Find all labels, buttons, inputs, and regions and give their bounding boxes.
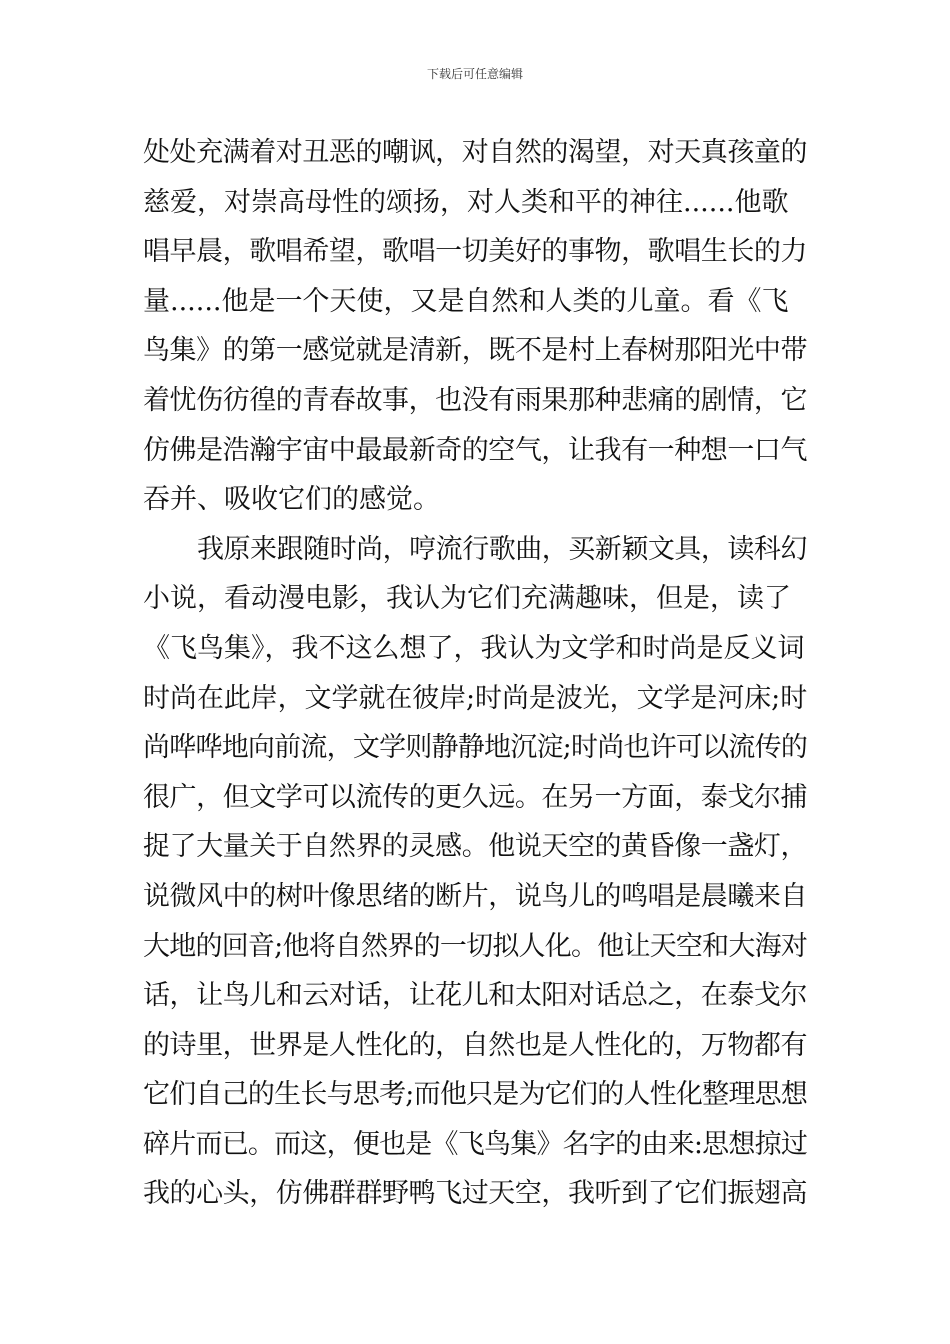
- text-line: 大地的回音;他将自然界的一切拟人化。他让天空和大海对: [143, 930, 807, 962]
- text-line: 仿佛是浩瀚宇宙中最最新奇的空气，让我有一种想一口气: [143, 434, 807, 466]
- text-line: 慈爱，对崇高母性的颂扬，对人类和平的神往......他歌: [143, 186, 789, 218]
- text-line: 小说，看动漫电影，我认为它们充满趣味，但是，读了: [143, 583, 791, 615]
- text-line: 唱早晨，歌唱希望，歌唱一切美好的事物，歌唱生长的力: [143, 236, 807, 268]
- text-line: 吞并、吸收它们的感觉。: [143, 484, 440, 516]
- text-line: 量......他是一个天使，又是自然和人类的儿童。看《飞: [143, 285, 789, 317]
- text-line: 着忧伤彷徨的青春故事，也没有雨果那种悲痛的剧情，它: [143, 384, 807, 416]
- text-line: 尚哗哗地向前流，文学则静静地沉淀;时尚也许可以流传的: [143, 732, 807, 764]
- page-header: 下载后可任意编辑: [426, 67, 523, 81]
- body-text: [143, 128, 807, 1219]
- text-line: 的诗里，世界是人性化的，自然也是人性化的，万物都有: [143, 1029, 807, 1061]
- text-line: 说微风中的树叶像思绪的断片，说鸟儿的鸣唱是晨曦来自: [143, 880, 807, 912]
- text-line: 处处充满着对丑恶的嘲讽，对自然的渴望，对天真孩童的: [143, 137, 807, 168]
- text-line: 《飞鸟集》，我不这么想了，我认为文学和时尚是反义词: [143, 632, 805, 664]
- text-line: 话，让鸟儿和云对话，让花儿和太阳对话总之，在泰戈尔: [143, 980, 807, 1012]
- text-line: 很广，但文学可以流传的更久远。在另一方面，泰戈尔捕: [143, 781, 807, 813]
- text-line: 我原来跟随时尚，哼流行歌曲，买新颖文具，读科幻: [197, 533, 807, 565]
- text-line: 捉了大量关于自然界的灵感。他说天空的黄昏像一盏灯，: [143, 831, 807, 863]
- text-line: 我的心头，仿佛群群野鸭飞过天空，我听到了它们振翅高: [143, 1178, 807, 1210]
- text-line: 碎片而已。而这，便也是《飞鸟集》名字的由来:思想掠过: [143, 1128, 807, 1160]
- text-line: 鸟集》的第一感觉就是清新，既不是村上春树那阳光中带: [143, 335, 807, 367]
- text-line: 它们自己的生长与思考;而他只是为它们的人性化整理思想: [143, 1079, 807, 1111]
- text-line: 时尚在此岸，文学就在彼岸;时尚是波光，文学是河床;时: [143, 682, 807, 714]
